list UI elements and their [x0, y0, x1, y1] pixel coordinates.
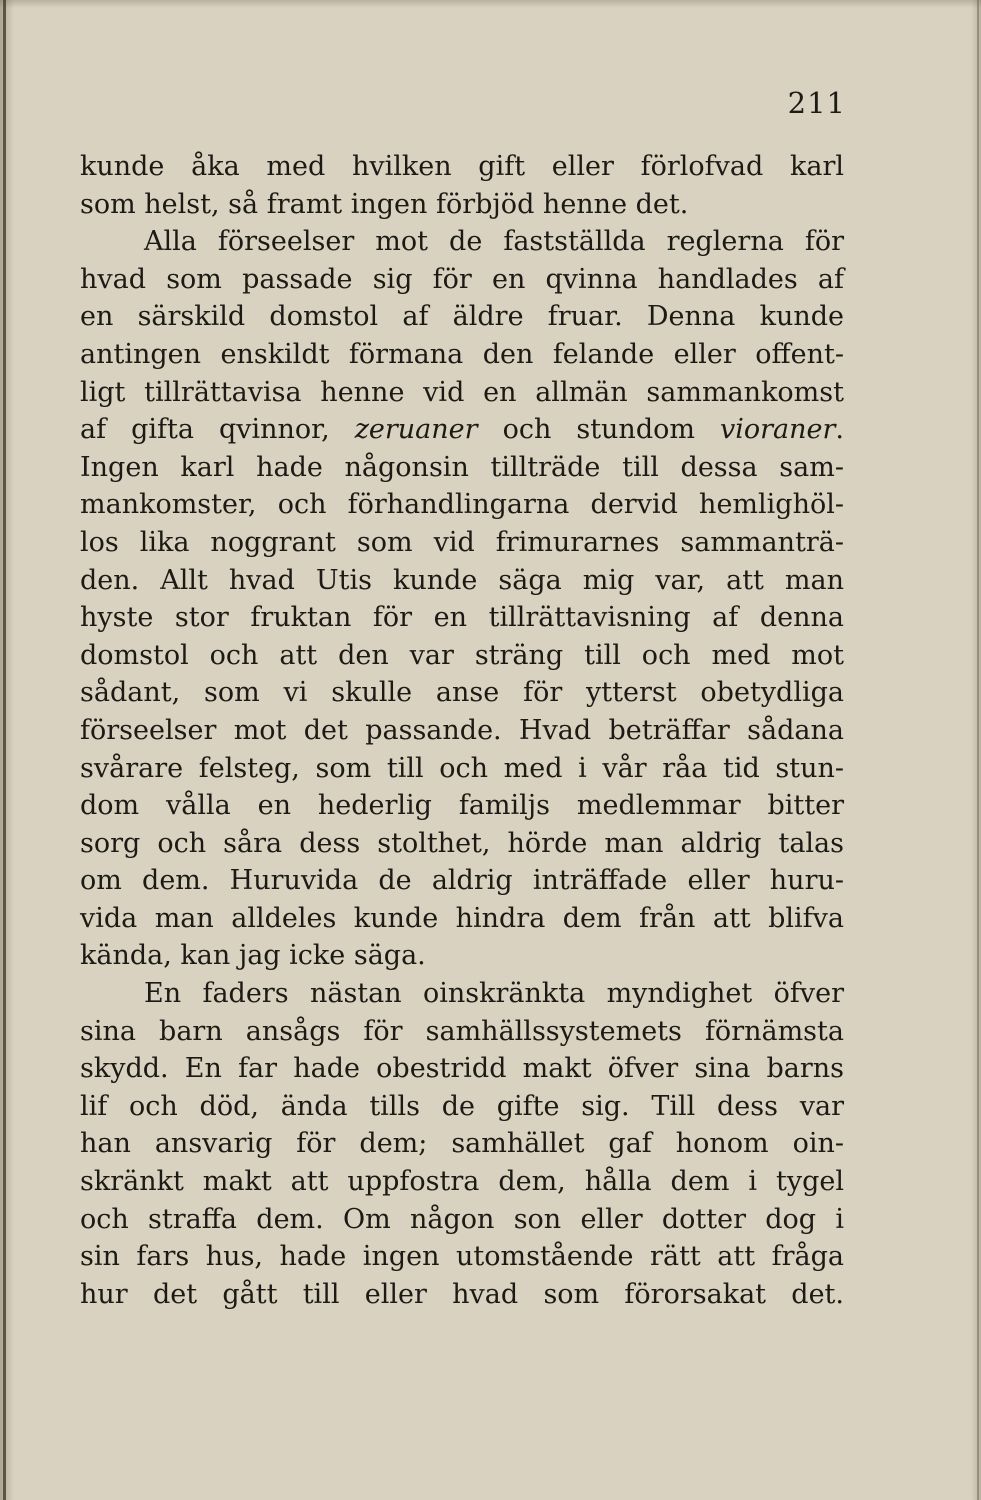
text-line: om dem. Huruvida de aldrig inträffade eller huru-: [80, 865, 844, 897]
text-line-mixed: [80, 411, 844, 449]
text-line: los lika noggrant som vid frimurarnes sammanträ-: [80, 526, 844, 558]
text-line: Ingen karl hade någonsin tillträde till dessa sam-: [80, 451, 844, 483]
text-line: hyste stor fruktan för en tillrättavisning af denna: [80, 602, 844, 634]
text-line: vida man alldeles kunde hindra dem från att blifva: [80, 902, 844, 934]
text-line: En faders nästan oinskränkta myndighet öfver: [144, 978, 844, 1010]
text-line: som helst, så framt ingen förbjöd henne det.: [80, 188, 689, 220]
text-segment: .: [835, 414, 844, 446]
page-left-edge: [3, 0, 6, 1500]
text-line: sorg och såra dess stolthet, hörde man aldrig talas: [80, 827, 844, 859]
italic-word: zeruaner: [354, 414, 478, 446]
text-line: antingen enskildt förmana den felande eller offent-: [80, 338, 844, 370]
text-line: sina barn ansågs för samhällssystemets förnämsta: [80, 1015, 844, 1047]
text-line: mankomster, och förhandlingarna dervid hemlighöl-: [80, 489, 844, 521]
text-line: och straffa dem. Om någon son eller dotter dog i: [80, 1203, 844, 1235]
text-line: sådant, som vi skulle anse för ytterst obetydliga: [80, 677, 844, 709]
page-right-edge: [977, 0, 979, 1500]
page-number: 211: [787, 86, 846, 120]
text-line: kunde åka med hvilken gift eller förlofvad karl: [80, 151, 844, 182]
text-line: domstol och att den var sträng till och med mot: [80, 639, 844, 671]
text-line: han ansvarig för dem; samhället gaf honom oin-: [80, 1128, 844, 1160]
text-line: kända, kan jag icke säga.: [80, 940, 426, 972]
text-line: ligt tillrättavisa henne vid en allmän sammankomst: [80, 376, 844, 408]
text-line: förseelser mot det passande. Hvad beträffar sådana: [80, 714, 844, 746]
text-line: skydd. En far hade obestridd makt öfver sina barns: [80, 1053, 844, 1085]
text-line: svårare felsteg, som till och med i vår råa tid stun-: [80, 752, 844, 784]
text-line: hur det gått till eller hvad som förorsakat det.: [80, 1278, 844, 1310]
text-line: sin fars hus, hade ingen utomstående rätt att fråga: [80, 1241, 844, 1273]
text-segment: af gifta qvinnor,: [80, 414, 355, 446]
body-text: [80, 148, 844, 1313]
italic-word: vioraner: [719, 414, 836, 446]
text-line: den. Allt hvad Utis kunde säga mig var, att man: [80, 564, 844, 596]
text-line: en särskild domstol af äldre fruar. Denna kunde: [80, 301, 844, 333]
text-line: lif och död, ända tills de gifte sig. Till dess var: [80, 1090, 844, 1122]
text-line: dom vålla en hederlig familjs medlemmar bitter: [80, 790, 844, 822]
text-line: Alla förseelser mot de fastställda reglerna för: [144, 226, 844, 258]
text-line: skränkt makt att uppfostra dem, hålla dem i tygel: [80, 1166, 844, 1198]
text-line: hvad som passade sig för en qvinna handlades af: [80, 263, 844, 295]
text-segment: och stundom: [477, 414, 720, 446]
